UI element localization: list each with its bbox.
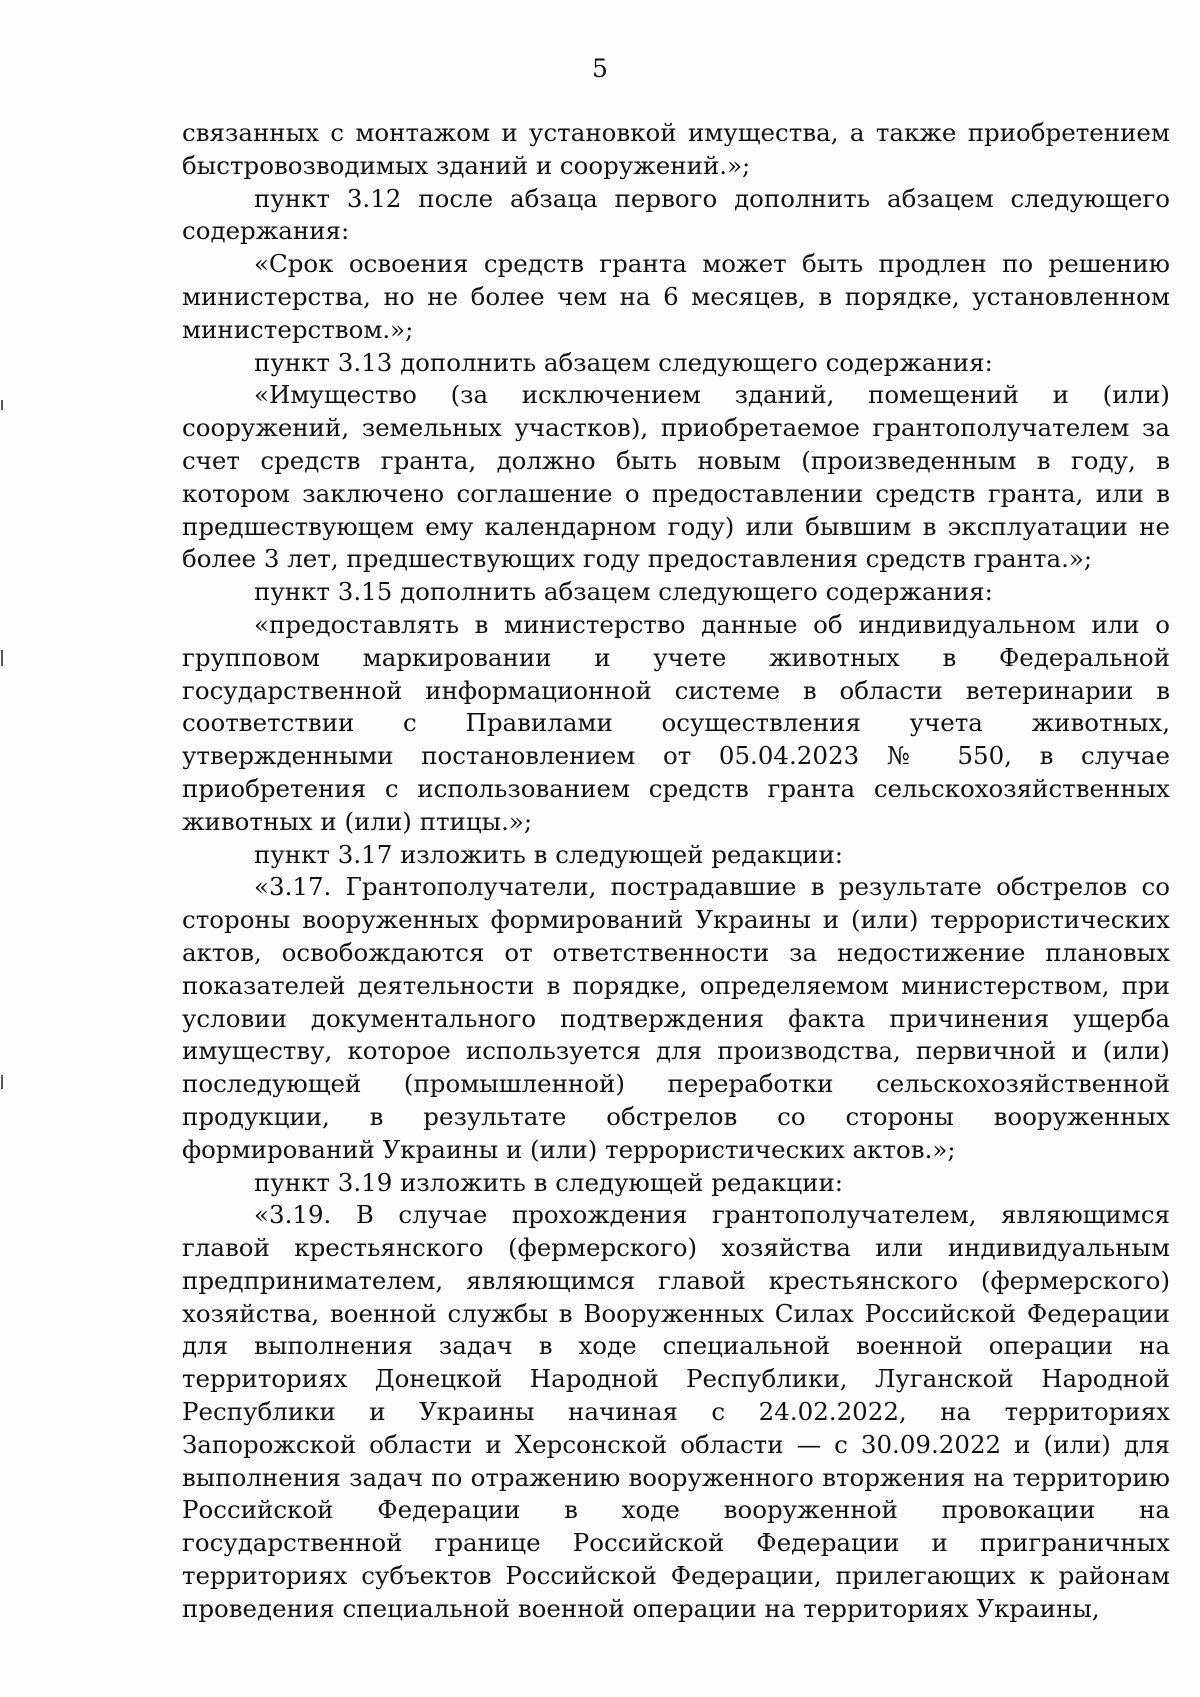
document-body [182,117,1170,1626]
paragraph-amendment-3-15: пункт 3.15 дополнить абзацем следующего содержания: [254,577,993,607]
page-number: 5 [592,54,608,83]
paragraph-amendment-3-13: пункт 3.13 дополнить абзацем следующего содержания: [254,347,993,377]
paragraph-amendment-3-12: пункт 3.12 после абзаца первого дополнить абзацем следующего содержания: [182,183,1170,246]
scan-edge-mark [1,400,3,410]
paragraph-quote-3-17: «3.17. Грантополучатели, пострадавшие в результате обстрелов со стороны вооруженных формирований Украины и (или) террористических актов, освобождаются от ответственности за недостижение плановых показателей деятельности в порядке, определяемом министерством, при условии документального подтверждения факта причинения ущерба имуществу, которое используется для производства, первичной и (или) последующей (промышленной) переработки сельскохозяйственной продукции, в результате обстрелов со стороны вооруженных формирований Украины и (или) террористических актов.»; [182,872,1170,1164]
scan-edge-mark [1,650,3,666]
paragraph-quote-3-15: «предоставлять в министерство данные об индивидуальном или о групповом маркировании и учете животных в Федеральной государственной информационной системе в области ветеринарии в соответствии с Правилами осуществления учета животных, утвержденными постановлением от 05.04.2023 № 550, в случае приобретения с использованием средств гранта сельскохозяйственных животных и (или) птицы.»; [182,609,1170,836]
paragraph-amendment-3-19: пункт 3.19 изложить в следующей редакции: [254,1167,844,1197]
paragraph-amendment-3-17: пункт 3.17 изложить в следующей редакции: [254,839,844,869]
paragraph-quote-3-19: «3.19. В случае прохождения грантополучателем, являющимся главой крестьянского (фермерского) хозяйства или индивидуальным предпринимателем, являющимся главой крестьянского (фермерского) хозяйства, военной службы в Вооруженных Силах Российской Федерации для выполнения задач в ходе специальной военной операции на территориях Донецкой Народной Республики, Луганской Народной Республики и Украины начиная с 24.02.2022, на территориях Запорожской области и Херсонской области — с 30.09.2022 и (или) для выполнения задач по отражению вооруженного вторжения на территорию Российской Федерации в ходе вооруженной провокации на государственной границе Российской Федерации и приграничных территориях субъектов Российской Федерации, прилегающих к районам проведения специальной военной операции на территориях Украины, [182,1200,1170,1623]
paragraph-quote-3-13: «Имущество (за исключением зданий, помещений и (или) сооружений, земельных участков), приобретаемое грантополучателем за счет средств гранта, должно быть новым (произведенным в году, в котором заключено соглашение о предоставлении средств гранта, или в предшествующем ему календарном году) или бывшим в эксплуатации не более 3 лет, предшествующих году предоставления средств гранта.»; [182,380,1170,574]
paragraph-quote-3-12: «Срок освоения средств гранта может быть продлен по решению министерства, но не более чем на 6 месяцев, в порядке, установленном министерством.»; [182,249,1170,344]
paragraph-continuation: связанных с монтажом и установкой имущества, а также приобретением быстровозводимых зданий и сооружений.»; [182,118,1170,180]
scan-edge-mark [1,1075,3,1089]
